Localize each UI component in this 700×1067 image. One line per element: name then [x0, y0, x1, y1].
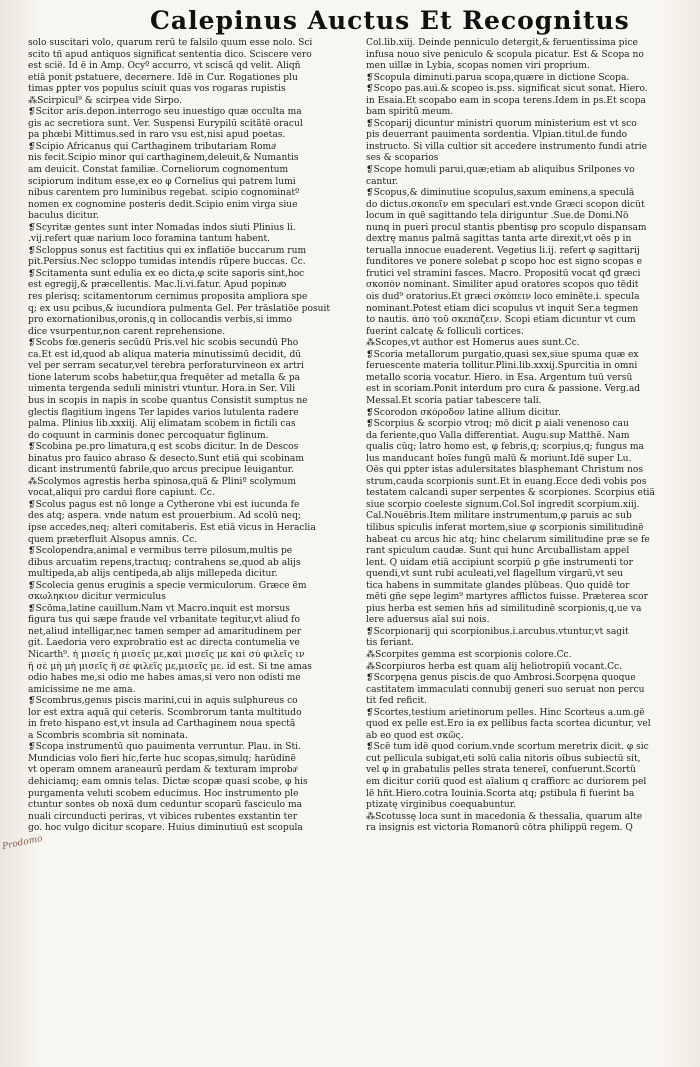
right-column — [366, 38, 688, 835]
text-line: ⁂Scolymos agrestis herba spinosa,quã & Pliniº scolymum — [28, 476, 297, 487]
text-line: men uillæ in Lybia, scopas nomen viri proprium. — [366, 61, 590, 72]
text-line: ipse accedes,neq; alteri comitaberis. Est etiã vicus in Heraclia — [28, 522, 316, 533]
text-line: castitatem immaculati connubij generi suo seruat non percu — [366, 684, 645, 695]
text-line: quendi,vt sunt rubi aculeati,vel flagellum virgarũ,vt seu — [366, 569, 624, 580]
text-line: etiã ponit ꝑstatuere, decernere. Idẽ in Cur. Rogationes plu — [28, 72, 298, 83]
text-line: da feriente,quo Valla differentiat. Augu.sup Matthẽ. Nam — [366, 430, 630, 441]
text-line: palma. Plinius lib.xxxiij. Alij elimatam scobem in fictili cas — [28, 419, 296, 430]
text-line: σκωληκιον dicitur vermiculus — [28, 592, 166, 603]
text-line: ⁂Scorpiuros herba est quam alij heliotropiũ vocant.Cc. — [366, 661, 623, 672]
text-line: Mundicias volo fieri hic,ferte huc scopas,simulq; harūdinẽ — [28, 753, 296, 764]
text-line: fuerint calcatę & folliculi cortices. — [366, 326, 524, 337]
text-line: do dictus.σκοπεῖν em speculari est.vnde Græci scopon dicũt — [366, 199, 645, 210]
text-line: des atq; aspera. vnde natum est prouerbium. Ad scolū neq; — [28, 511, 301, 522]
text-line: vel per serram secatur,vel terebra perforaturvineon ex artri — [28, 361, 304, 372]
text-line: res plerisq; scitamentorum cernimus proposita ampliora spe — [28, 292, 308, 303]
text-line: ἢ σὲ μὴ μὴ μισεῖς ἢ σὲ φιλεῖς με,μισεῖς με. id est. Si tne amas — [28, 661, 312, 672]
text-line: to nautis. ἀπὸ τοῦ σκεπάζειν. Scopi etiam dicuntur vt cum — [366, 315, 636, 326]
text-line: dicant instrumentū fabrile,quo arcus precipue leuigantur. — [28, 465, 294, 476]
text-line: ❡Scitamenta sunt edulia ex eo dicta,φ scite saporis sint,hoc — [28, 268, 305, 279]
text-line: tit fed reficit. — [366, 696, 427, 707]
text-line: do coquunt in carminis donec percoquatur figlinum. — [28, 430, 269, 441]
text-line: dibus arcuatim repens,tractuq; contrahens se,quod ab alijs — [28, 557, 301, 568]
text-line: infusa nouo sive peniculo & scopula picatur. Est & Scopa no — [366, 49, 644, 60]
text-line: uimenta tergenda seduli ministri vtuntur. Hora.in Ser. Vili — [28, 384, 296, 395]
left-column — [28, 38, 350, 835]
text-line: cut pellicula subigat,eti solũ calia nitoris oĩbus subiectũ sit, — [366, 753, 641, 764]
text-line: nibus carentem pro luminibus regebat. scipio cognominatº — [28, 188, 300, 199]
text-line: ❡Scorpius & scorpio vtroq; mõ dicit ꝑ aiali venenoso cau — [366, 419, 629, 430]
text-line: ❡Scobina pe.pro limatura,q est scobs dicitur. In de Descos — [28, 442, 299, 453]
text-line: ❡Scorodon σκόροδον latine allium dicitur. — [366, 407, 561, 418]
text-line: lere aduersus aĩal sui nois. — [366, 615, 490, 626]
text-line: ❡Scoria metallorum purgatio,quasi sex,siue spuma quæ ex — [366, 349, 639, 360]
text-line: q; ex usu ꝑcibus,& iucundiora pulmenta Gel. Per trãslatiõe posuit — [28, 303, 331, 314]
text-line: baculus dicitur. — [28, 211, 99, 222]
text-line: ❡Scolus pagus est nõ longe a Cytherone vbi est iucunda fe — [28, 499, 300, 510]
text-line: ❡Scobs fœ.generis secūdũ Pris.vel hic scobis secundū Pho — [28, 338, 299, 349]
text-line: lent. Q uidam etiã accipiunt scorpiũ ꝑ gñe instrumenti tor — [366, 557, 633, 568]
text-line: figura tus qui sæpe fraude vel vrbanitate tegitur,vt aliud fo — [28, 615, 300, 626]
text-line: ab eo quod est σκῶς. — [366, 730, 464, 741]
text-line: ⁂Scirpicul⁹ & scirpea vide Sirpo. — [28, 95, 182, 106]
text-line: ❡Scortes,testium arietinorum pelles. Hinc Scorteus a.um.gẽ — [366, 707, 645, 718]
text-line: testatem calcandi super serpentes & scorpiones. Scorpius etiã — [366, 488, 655, 499]
text-line: multipeda,ab alijs centipeda,ab alijs millepeda dicitur. — [28, 569, 278, 580]
text-line: frutici vel stramini fasces. Macro. Propositū vocat qđ græci — [366, 268, 641, 279]
text-line: ❡Scopula diminuti.parua scopa,quære in dictione Scopa. — [366, 72, 630, 83]
text-line: funditores ve ponere solebat ꝑ scopo hoc est signo scopas e — [366, 257, 643, 268]
text-line: ❡Scopa instrumentū quo pauimenta verruntur. Plau. in Sti. — [28, 742, 301, 753]
text-line: ptizatę virginibus coequabuntur. — [366, 800, 516, 811]
text-line: ❡Scitor aris.depon.interrogo seu inuestigo quæ occulta ma — [28, 107, 302, 118]
text-line: ❡Scorpęna genus piscis.de quo Ambrosi.Scorpęna quoque — [366, 673, 636, 684]
text-line: Col.lib.xiij. Deinde penniculo detergit,& feruentissima pice — [366, 38, 638, 48]
text-line: purgamenta veluti scobem educimus. Hoc instrumento ple — [28, 788, 299, 799]
text-line: lor est extra aquã qui ceteris. Scombrorum tanta multitudo — [28, 707, 302, 718]
text-line: ⁂Scorpites gemma est scorpionis colore.Cc. — [366, 649, 572, 660]
text-line: vt operam omnem araneaurū perdam & texturam improbaͣ — [28, 765, 297, 776]
text-line: glectis flagitium ingens Ter lapides varios lutulenta radere — [28, 407, 299, 418]
text-line: timas ꝑpter vos populus sciuit quas vos rogaras rupistis — [28, 84, 286, 95]
text-line: binatus pro fauico abraso & desecto.Sunt etiã qui scobinam — [28, 453, 304, 464]
text-line: nomen ex cognomine posteris dedit.Scipio enim virga siue — [28, 199, 298, 210]
text-line: ois dud⁹ oratorius.Et græci σκόπειν loco eminẽte.i. specula — [366, 292, 640, 303]
text-line: mẽti gñe sępe legim⁹ martyres afflictos fuisse. Præterea scor — [366, 592, 648, 603]
text-line: locum in quẽ sagittando tela diriguntur .Sue.de Domi.Nõ — [366, 211, 629, 222]
text-line: scipiorum inditum esse,ex eo φ Cornelius qui patrem lumi — [28, 176, 296, 187]
text-line: ❡Scẽ tum idẽ quod corium.vnde scortum meretrix dicit. φ sic — [366, 742, 649, 753]
text-line: Messal.Et scoria patiar tabescere tali. — [366, 395, 542, 406]
text-line: cantur. — [366, 176, 399, 187]
text-line: dehiciamq; eam omnis telas. Dictæ scopæ quasi scobe, φ his — [28, 777, 308, 787]
text-line: tis feriant. — [366, 638, 414, 649]
text-line: bus in scopis in napis in scobe quantus Consistit sumptus ne — [28, 395, 308, 406]
text-line: nis fecit.Scipio minor qui carthaginem,deleuit,& Numantis — [28, 153, 299, 164]
text-line: ❡Scopo pas.aui.& scopeo is.pss. significat sicut sonat. Hiero. — [366, 84, 648, 95]
text-line: quod ex pelle est.Ero ia ex pellibus facta scortea dicuntur, vel — [366, 719, 651, 730]
text-line: dice vsurpentur,non carent reprehensione. — [28, 326, 226, 337]
text-line: am deuicit. Constat familiæ. Corneliorum cognomentum — [28, 165, 289, 176]
text-line: dextrę manus palmã sagittas tanta arte direxit,vt oẽs p in — [366, 234, 632, 245]
text-line: siue scorpio coeleste signum.Col.Sol ingredit scorpium.xiij. — [366, 499, 640, 510]
text-line: pius herba est semen hñs ad similitudinẽ scorpionis,q,ue va — [366, 603, 642, 614]
text-line: ⁂Scopes,vt author est Homerus aues sunt.Cc. — [366, 338, 580, 349]
text-line: pa phœbi Mittimus.sed in raro vsu est,nisi apud poetas. — [28, 130, 286, 141]
text-line: tica habens in summitate glandes plũbeas. Quo quidẽ tor — [366, 580, 630, 591]
text-line: pro exornationibus,oronis,q in collocandis verbis,si immo — [28, 315, 292, 326]
text-line: pis deuerrant pauimenta sordentia. Vlpian.titul.de fundo — [366, 130, 628, 141]
text-line: ❡Scopus,& diminutiue scopulus,saxum eminens,a speculã — [366, 188, 635, 199]
text-line: est sciẽ. Id ẽ in Amp. Ocyº accurro, vt sciscã qd velit. Aliqñ — [28, 61, 301, 72]
text-line: ⁂Scotussę loca sunt in macedonia & thessalia, quarum alte — [366, 811, 643, 822]
handwritten-margin-note: Prodomo — [1, 833, 44, 853]
text-line: σκοπὸν nominant. Similiter apud oratores scopos quo tẽdit — [366, 280, 639, 291]
text-line: ❡Scolopendra,animal e vermibus terre pilosum,multis pe — [28, 546, 293, 557]
text-line: pit.Persius.Nec scloppo tumidas intendis rūpere buccas. Cc. — [28, 257, 306, 268]
text-line: ❡Scloppus sonus est factitius qui ex inflatiõe buccarum rum — [28, 245, 307, 256]
text-line: ❡Scope homuli parui,quæ;etiam ab aliquibus Srilpones vo — [366, 165, 635, 176]
text-line: scito tñ apud antiquos significat sententia dico. Sciscere vero — [28, 49, 312, 60]
text-line: metallo scoria vocatur. Hiero. in Esa. Argentum tuū versū — [366, 372, 633, 383]
text-line: est egregij,& præcellentis. Mac.li.vi.fatur. Apud popinaͤo — [28, 280, 287, 291]
text-line: in Esaia.Et scopabo eam in scopa terens.Idem in ps.Et scopa — [366, 95, 646, 106]
text-line: git. Laedoria vero exprobratio est ac directa contumelia ve — [28, 638, 300, 649]
text-line: ❡Scōma,latine cauillum.Nam vt Macro.inquit est morsus — [28, 603, 290, 614]
text-line: nominant.Potest etiam dici scopulus vt inquit Ser.a tegmen — [366, 303, 639, 314]
text-line: ctuntur sontes ob noxã dum ceduntur scoparū fasciculo ma — [28, 800, 303, 811]
text-line: qualis cũq; latro homo est, φ febris,q; scorpius,q; fungus ma — [366, 442, 644, 453]
text-line: Oẽs qui ꝑpter istas adulersitates blasphemant Christum nos — [366, 465, 644, 476]
text-line: tilibus spiculis inferat mortem,siue φ scorpionis similitudinẽ — [366, 522, 644, 533]
text-line: a Scombris scombria sit nominata. — [28, 730, 188, 741]
text-line: amicissime ne me ama. — [28, 684, 136, 695]
text-line: net,aliud intelligar,nec tamen semper ad amaritudinem per — [28, 626, 302, 637]
text-line: ❡Scyritæ gentes sunt inter Nomadas indos siuti Plinius li. — [28, 222, 296, 233]
text-line: habeat cu arcus hic atq; hinc chelarum similitudine præ se fe — [366, 534, 650, 545]
text-line: nuali circunducti periras, vt vibices rubentes exstantin ter — [28, 811, 298, 822]
text-line: ca.Et est id,quod ab aliqua materia minutissimū decidit, dū — [28, 349, 302, 360]
text-line: strum,cauda scorpionis sunt.Et in euang.Ecce dedi vobis pos — [366, 476, 647, 487]
text-line: nunq in pueri procul stantis pbentisφ pro scopulo dispansam — [366, 222, 647, 233]
text-line: vel φ in grabatulis pelles strata tenereĩ, confuerunt.Scortũ — [366, 765, 636, 776]
text-line: Cal.Nouẽbris.Item militare instrumentum,φ paruis ac sub — [366, 511, 632, 522]
text-line: ❡Scolecia genus eruginis a specie vermiculorum. Græce ẽm — [28, 580, 307, 591]
text-line: ra insignis est victoria Romanorũ cõtra philippũ regem. Q — [366, 823, 633, 834]
text-line: est in scoriam.Ponit interdum pro cura & passione. Verg.ad — [366, 384, 641, 395]
text-line: lẽ hñt.Hiero.cotra Iouinia.Scorta atq; ꝑstibula fi fuerint ba — [366, 788, 635, 799]
text-line: ses & scoparios — [366, 153, 439, 164]
text-line: vocat,aliqui pro cardui flore capiunt. Cc. — [28, 488, 215, 499]
text-line: em dicitur coriũ quod est aĩalium q craffiorc ac duriorem pel — [366, 777, 647, 787]
text-line: ❡Scorpionarij qui scorpionibus.i.arcubus.vtuntur,vt sagit — [366, 626, 629, 637]
text-line: in freto hispano est,vt insula ad Carthaginem noua spectã — [28, 719, 296, 730]
text-line: ❡Scoparij dicuntur ministri quorum ministerium est vt sco — [366, 118, 637, 129]
running-head: Calepinus Auctus Et Recognitus — [150, 6, 630, 35]
text-line: solo suscitari volo, quarum rerū te falsilo quum esse nolo. Sci — [28, 38, 313, 48]
text-line: go. hoc vulgo dicitur scopare. Huius diminutiuū est scopula — [28, 823, 303, 834]
text-line: terualla innocue euaderent. Vegetius li.ij. refert φ sagittarij — [366, 245, 640, 256]
text-line: lus manducant hoĩes fungũ malũ & moriunt.Idẽ super Lu. — [366, 453, 632, 464]
text-line: rant spiculum caudæ. Sunt qui hunc Arcuballistam appel — [366, 546, 630, 557]
text-line: instructo. Si villa cultior sit accedere instrumento fundi atrie — [366, 141, 647, 152]
text-line: Nicarth⁹. ἡ μισεῖς ἡ μισεῖς με,καὶ μισεῖς με καὶ σὺ φιλεῖς ιν — [28, 649, 305, 660]
text-line: odio habes me,si odio me habes amas,si vero non odisti me — [28, 673, 301, 684]
text-line: gis ac secretiora sunt. Ver. Suspensi Eurypilū scitãtẽ oracul — [28, 118, 303, 129]
text-line: ❡Scombrus,genus piscis marini,cui in aquis sulphureus co — [28, 696, 298, 707]
text-line: ❡Scipio Africanus qui Carthaginem tributariam Romaͣ — [28, 141, 276, 152]
text-line: .vij.refert quæ narium loco foramina tantum habent. — [28, 234, 271, 245]
text-line: tione laterum scobs habetur,qua frequẽter ad metalla & pa — [28, 372, 301, 383]
text-line: bam spiritū meum. — [366, 107, 454, 118]
text-line: quem præterfluit Alsopus amnis. Cc. — [28, 534, 198, 545]
text-line: feruescente materia tollitur.Plini.lib.xxxij.Spurcitia in omni — [366, 361, 638, 372]
